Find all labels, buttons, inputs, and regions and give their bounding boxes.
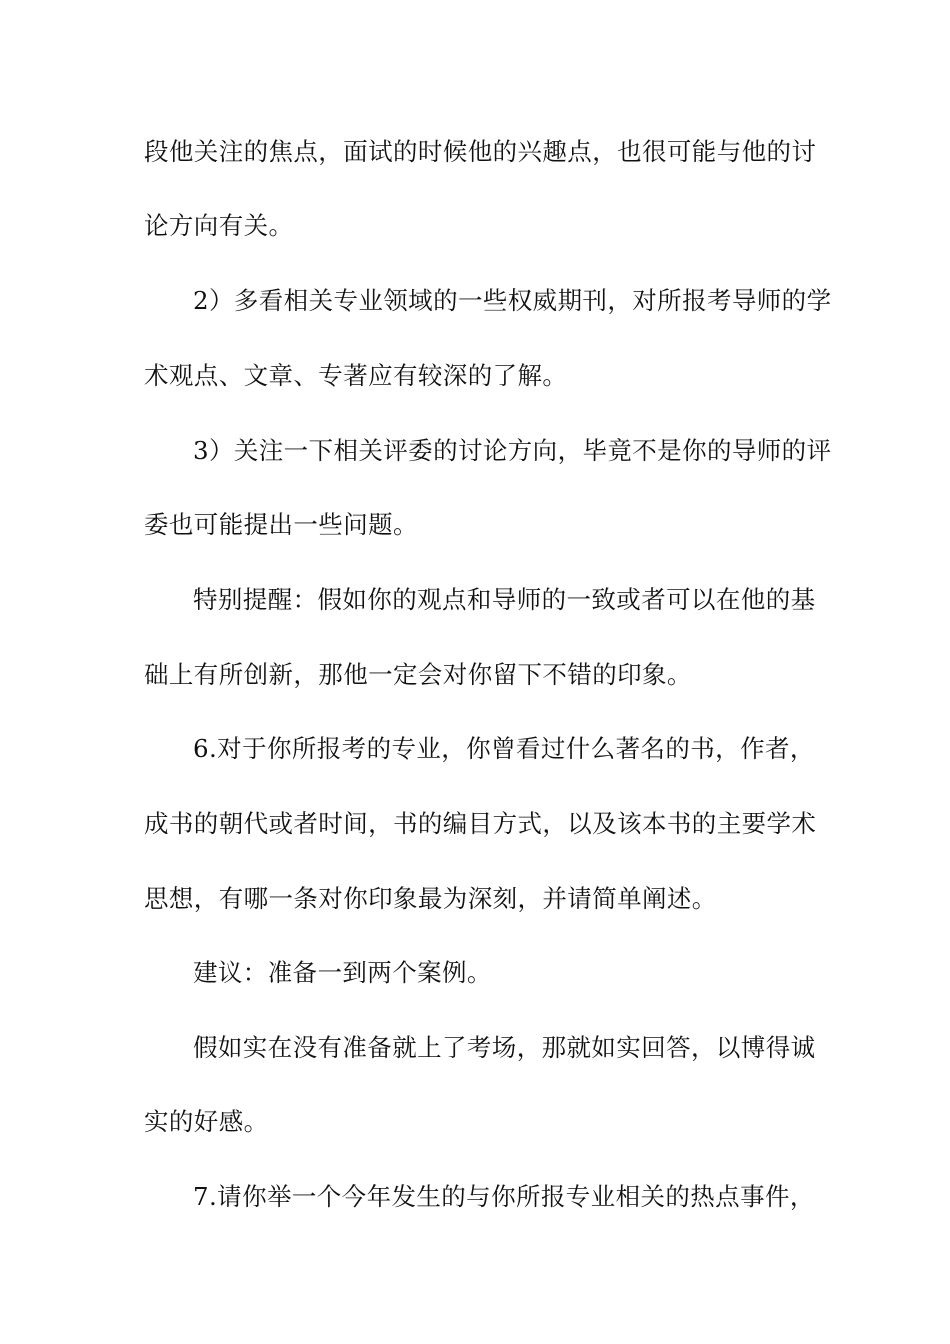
text-line: 特别提醒：假如你的观点和导师的一致或者可以在他的基 bbox=[193, 585, 816, 614]
text-line: 思想，有哪一条对你印象最为深刻，并请简单阐述。 bbox=[144, 884, 717, 913]
text-line: 论方向有关。 bbox=[144, 211, 294, 240]
text-line: 术观点、文章、专著应有较深的了解。 bbox=[144, 361, 568, 390]
text-line: 假如实在没有准备就上了考场，那就如实回答，以博得诚 bbox=[193, 1033, 816, 1062]
text-line: 7.请你举一个今年发生的与你所报专业相关的热点事件， bbox=[193, 1182, 815, 1211]
text-line: 实的好感。 bbox=[144, 1107, 269, 1136]
text-line: 2）多看相关专业领域的一些权威期刊，对所报考导师的学 bbox=[193, 286, 832, 315]
text-line: 础上有所创新，那他一定会对你留下不错的印象。 bbox=[144, 660, 692, 689]
text-line: 成书的朝代或者时间，书的编目方式，以及该本书的主要学术 bbox=[144, 809, 817, 838]
text-line: 段他关注的焦点，面试的时候他的兴趣点，也很可能与他的讨 bbox=[144, 137, 817, 166]
text-line: 建议：准备一到两个案例。 bbox=[193, 958, 492, 987]
text-line: 6.对于你所报考的专业，你曾看过什么著名的书，作者， bbox=[193, 734, 815, 763]
text-line: 委也可能提出一些问题。 bbox=[144, 510, 418, 539]
text-line: 3）关注一下相关评委的讨论方向，毕竟不是你的导师的评 bbox=[193, 436, 832, 465]
